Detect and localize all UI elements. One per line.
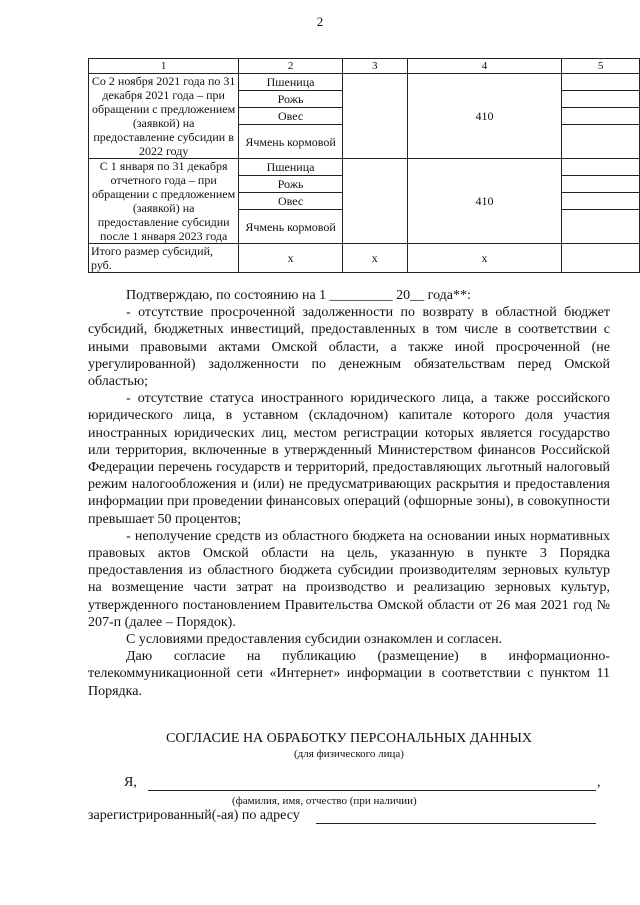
table-header-row	[89, 59, 640, 74]
value-cell-stack	[562, 74, 640, 159]
total-row	[89, 244, 640, 273]
agree-terms: С условиями предоставления субсидии ознакомлен и согласен.	[126, 632, 503, 648]
period-cell: Со 2 ноября 2021 года по 31 декабря 2021 года – при обращении с предложением (заявкой) на предоставление субсидии в 2022 году	[89, 74, 239, 159]
crop-cell: Рожь	[239, 176, 343, 193]
consent-title: СОГЛАСИЕ НА ОБРАБОТКУ ПЕРСОНАЛЬНЫХ ДАННЫХ	[166, 731, 532, 746]
name-caption: (фамилия, имя, отчество (при наличии)	[232, 795, 417, 807]
empty-cell	[342, 159, 407, 244]
crop-cell: Овес	[239, 108, 343, 125]
header-cell: 1	[89, 59, 239, 74]
header-cell: 5	[562, 59, 640, 74]
condition-item: - отсутствие статуса иностранного юридического лица, а также российского юридического лица, в уставном (складочном) капитале которого доля участия иностранных юридических лиц, местом регистрации которых является государство или территория, включенные в утвержденный Министерством финансов Российской Федерации перечень государств и территорий, предоставляющих льготный налоговый режим налогообложения и (или) не предусматривающих раскрытия и предоставления информации при проведении финансовых операций (офшорные зоны), в совокупности превышает 50 процентов;	[88, 391, 610, 527]
address-label: зарегистрированный(-ая) по адресу	[88, 808, 300, 823]
consent-subtitle: (для физического лица)	[294, 748, 404, 760]
header-cell: 4	[407, 59, 562, 74]
total-label: Итого размер субсидий, руб.	[89, 244, 239, 273]
total-cell	[562, 244, 640, 273]
confirm-line: Подтверждаю, по состоянию на 1 _________ 20__ года**:	[126, 288, 471, 303]
period-cell: С 1 января по 31 декабря отчетного года – при обращении с предложением (заявкой) на предоставление субсидии после 1 января 2023 года	[89, 159, 239, 244]
rate-cell: 410	[407, 159, 562, 244]
crop-cell: Ячмень кормовой	[239, 125, 343, 159]
crop-cell: Пшеница	[239, 159, 343, 176]
consent-publish: Даю согласие на публикацию (размещение) в информационно-телекоммуникационной сети «Интернет» информации в соответствии с пунктом 11 Порядка.	[88, 649, 610, 699]
empty-cell	[342, 74, 407, 159]
crop-cell: Овес	[239, 193, 343, 210]
crop-cell: Пшеница	[239, 74, 343, 91]
page-number: 2	[316, 14, 324, 29]
i-label: Я,	[124, 775, 137, 790]
crop-cell: Рожь	[239, 91, 343, 108]
table-row	[89, 74, 640, 91]
i-comma: ,	[597, 775, 601, 790]
total-cell: х	[239, 244, 343, 273]
header-cell: 3	[342, 59, 407, 74]
condition-item: - отсутствие просроченной задолженности по возврату в областной бюджет субсидий, бюджетных инвестиций, предоставленных в том числе в соответствии с иными правовыми актами Омской области, а также иной просроченной (не урегулированной) задолженности по денежным обязательствам перед Омской областью;	[88, 305, 610, 390]
confirmation-text	[88, 287, 610, 700]
table-row	[89, 159, 640, 176]
header-cell: 2	[239, 59, 343, 74]
crop-cell: Ячмень кормовой	[239, 210, 343, 244]
total-cell: х	[407, 244, 562, 273]
name-line[interactable]	[148, 790, 596, 791]
rate-cell: 410	[407, 74, 562, 159]
value-cell-stack	[562, 159, 640, 244]
subsidy-table	[88, 58, 640, 273]
address-line[interactable]	[316, 823, 596, 824]
total-cell: х	[342, 244, 407, 273]
condition-item: - неполучение средств из областного бюджета на основании иных нормативных правовых актов Омской области на цель, указанную в пункте 3 Порядка предоставления из областного бюджета субсидии производителям зерновых культур на возмещение части затрат на производство и реализацию зерновых культур, утвержденного постановлением Правительства Омской области от 26 мая 2021 год № 207-п (далее – Порядок).	[88, 528, 610, 630]
